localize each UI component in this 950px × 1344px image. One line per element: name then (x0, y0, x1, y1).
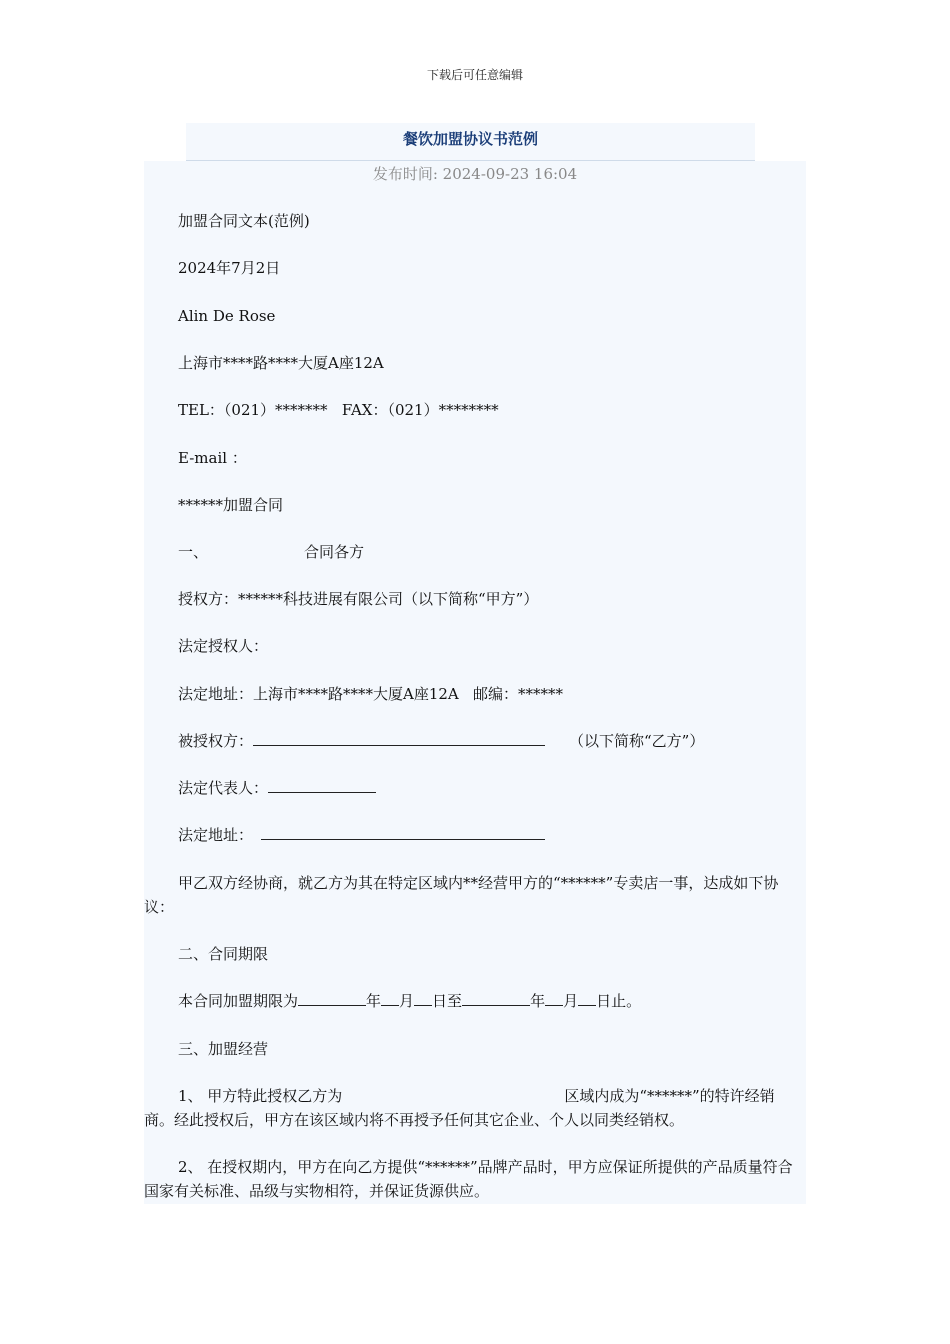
section-1-heading (178, 540, 364, 564)
publish-time: 发布时间: 2024-09-23 16:04 (372, 165, 578, 183)
licensee-line (178, 729, 704, 753)
doc-date: 2024年7月2日 (178, 259, 281, 277)
term-day-2: 日止。 (596, 992, 642, 1010)
term-end-day-blank (578, 989, 596, 1006)
contact-phone-fax: TEL：（021）******* FAX：（021）******** (178, 401, 499, 419)
clause-1-start: 1、 甲方特此授权乙方为 (178, 1087, 343, 1105)
term-end-year-blank (462, 989, 530, 1006)
term-start-day-blank (414, 989, 432, 1006)
clause-1 (144, 1084, 804, 1132)
term-line (178, 989, 641, 1013)
licensor-line: 授权方：******科技进展有限公司（以下简称“甲方”） (178, 590, 539, 608)
licensee-address-blank (261, 823, 545, 840)
term-start-month-blank (381, 989, 399, 1006)
section-2-heading: 二、合同期限 (178, 945, 269, 963)
contract-heading: ******加盟合同 (178, 496, 284, 514)
licensor-address-line: 法定地址：上海市****路****大厦A座12A 邮编：****** (178, 685, 564, 703)
contact-name: Alin De Rose (178, 307, 276, 325)
licensee-blank (253, 729, 545, 746)
term-year-1: 年 (366, 992, 382, 1010)
licensee-address-label: 法定地址： (178, 826, 254, 844)
licensor-rep-line: 法定授权人： (178, 637, 269, 655)
licensee-address-line (178, 823, 545, 847)
contact-address: 上海市****路****大厦A座12A (178, 354, 384, 372)
term-label: 本合同加盟期限为 (178, 992, 299, 1010)
term-month-2: 月 (563, 992, 579, 1010)
clause-2: 2、 在授权期内，甲方在向乙方提供“******”品牌产品时，甲方应保证所提供的产品质量符合国家有关标准、品级与实物相符，并保证货源供应。 (144, 1158, 793, 1200)
page-title: 餐饮加盟协议书范例 (402, 130, 538, 148)
contact-email: E-mail ： (178, 449, 247, 467)
agreement-intro: 甲乙双方经协商，就乙方为其在特定区域内**经营甲方的“******”专卖店一事，达成如下协议： (144, 874, 779, 916)
term-start-year-blank (298, 989, 366, 1006)
licensee-label: 被授权方： (178, 732, 254, 750)
licensee-rep-line (178, 776, 376, 800)
section-3-heading: 三、加盟经营 (178, 1040, 269, 1058)
term-end-month-blank (545, 989, 563, 1006)
term-month-1: 月 (399, 992, 415, 1010)
licensee-rep-label: 法定代表人： (178, 779, 269, 797)
doc-subtitle: 加盟合同文本(范例) (178, 212, 310, 230)
section-1-title: 合同各方 (304, 543, 365, 561)
term-day-1: 日至 (432, 992, 463, 1010)
clause-1-rest: 区域内成为“******”的特许经销商。经此授权后，甲方在该区域内将不再授予任何其它企业、个人以同类经销权。 (144, 1087, 775, 1129)
licensee-note: （以下简称“乙方”） (569, 732, 705, 750)
section-1-number: 一、 (178, 543, 209, 561)
term-year-2: 年 (530, 992, 546, 1010)
header-note: 下载后可任意编辑 (426, 68, 523, 82)
licensee-rep-blank (268, 776, 376, 793)
